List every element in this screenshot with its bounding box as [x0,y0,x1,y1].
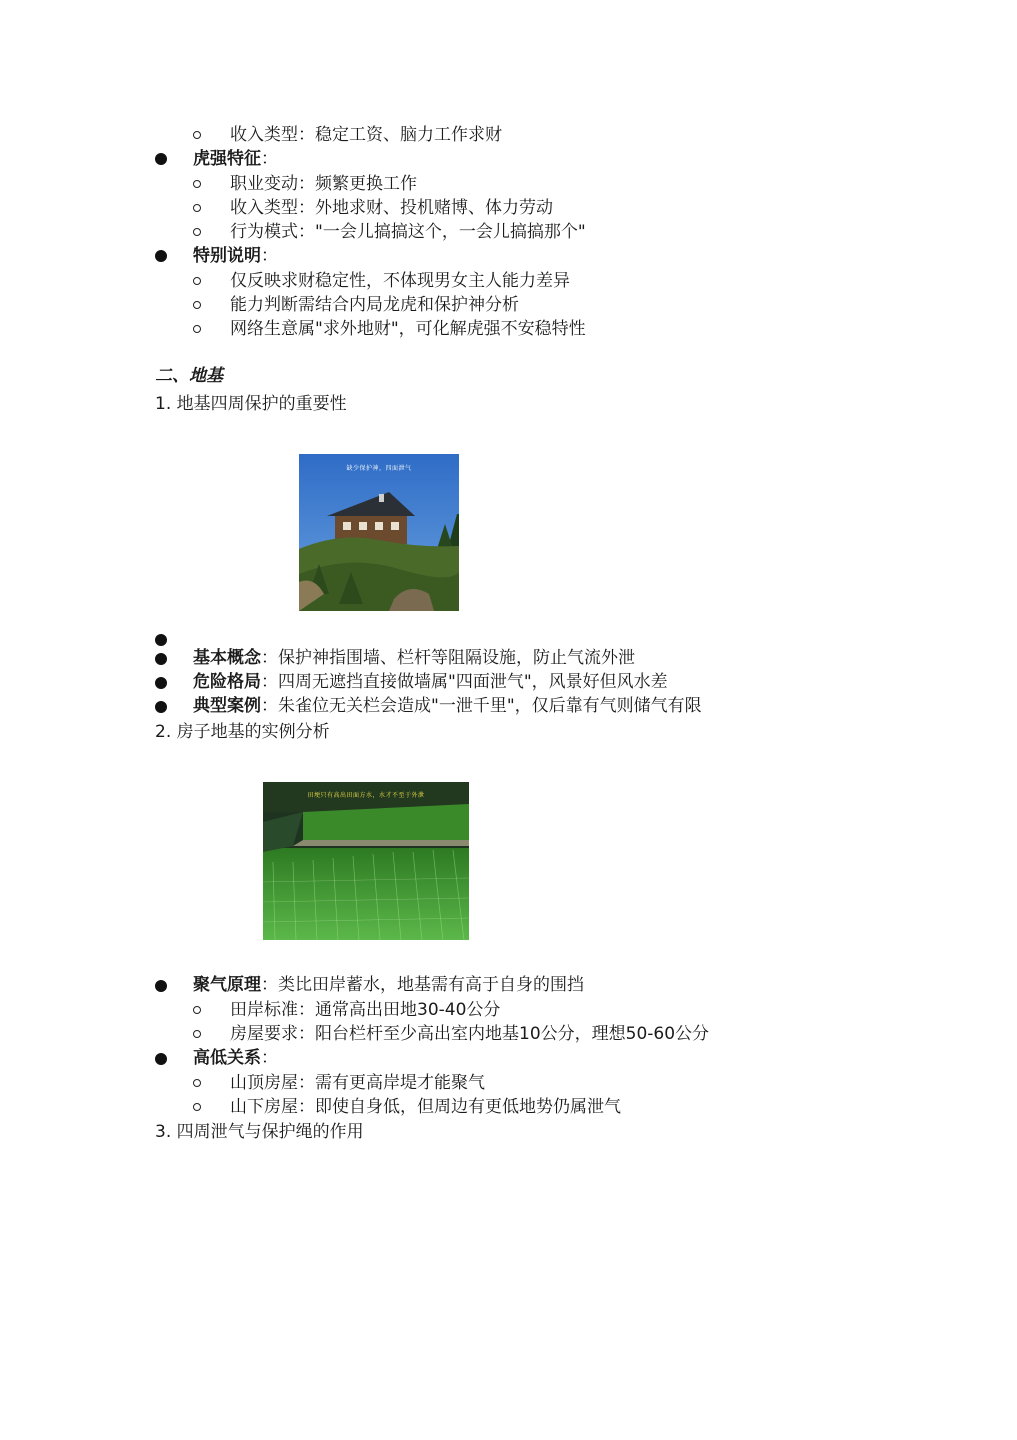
bullet-dot [155,677,167,689]
rice-field-caption: 田埂只有高出田面方水，水才不至于外泄 [307,792,425,799]
special-3: 网络生意属"求外地财"，可化解虎强不安稳特性 [230,319,586,339]
bullet-circle [193,1006,201,1014]
basic-concept-text: ：保护神指围墙、栏杆等阻隔设施，防止气流外泄 [261,648,635,668]
bullet-dot [155,701,167,713]
special-heading: 特别说明 [193,246,261,266]
special-heading-line [193,245,278,267]
height-relation-label: 高低关系 [193,1048,261,1068]
sub3-title: 3. 四周泄气与保护绳的作用 [155,1122,364,1142]
qi-principle-label: 聚气原理 [193,975,261,995]
bullet-dot [155,153,167,165]
tiger-colon: ： [261,149,278,169]
bullet-circle [193,228,201,236]
income-type-1: 收入类型：稳定工资、脑力工作求财 [230,125,502,145]
qi-principle-line [193,974,584,996]
hilltop-house: 山顶房屋：需有更高岸堤才能聚气 [230,1073,485,1093]
special-1: 仅反映求财稳定性，不体现男女主人能力差异 [230,271,570,291]
danger-pattern-label: 危险格局 [193,672,261,692]
bullet-dot [155,980,167,992]
house-illustration [299,454,459,611]
behavior-mode: 行为模式："一会儿搞搞这个，一会儿搞搞那个" [230,222,586,242]
qi-principle-text: ：类比田岸蓄水，地基需有高于自身的围挡 [261,975,584,995]
house-photo [299,454,459,611]
foothill-house: 山下房屋：即使自身低，但周边有更低地势仍属泄气 [230,1097,621,1117]
house-caption: 缺少保护神，四面泄气 [346,465,412,472]
bullet-circle [193,301,201,309]
field-standard: 田岸标准：通常高出田地30-40公分 [230,1000,501,1020]
height-relation-line [193,1047,278,1069]
typical-case-line [193,695,702,717]
rice-field-photo [263,782,469,940]
bullet-dot [155,250,167,262]
bullet-circle [193,1030,201,1038]
career-change: 职业变动：频繁更换工作 [230,174,417,194]
bullet-dot [155,1053,167,1065]
bullet-dot [155,653,167,665]
typical-case-label: 典型案例 [193,696,261,716]
tiger-heading-line [193,148,278,170]
height-relation-colon: ： [261,1048,278,1068]
danger-pattern-text: ：四周无遮挡直接做墙属"四面泄气"，风景好但风水差 [261,672,668,692]
income-type-2: 收入类型：外地求财、投机赌博、体力劳动 [230,198,553,218]
bullet-circle [193,325,201,333]
typical-case-text: ：朱雀位无关栏会造成"一泄千里"，仅后靠有气则储气有限 [261,696,702,716]
bullet-circle [193,204,201,212]
bullet-circle [193,1079,201,1087]
sub2-title: 2. 房子地基的实例分析 [155,722,330,742]
bullet-dot [155,634,167,646]
bullet-circle [193,180,201,188]
bullet-circle [193,131,201,139]
bullet-circle [193,277,201,285]
sub1-title: 1. 地基四周保护的重要性 [155,394,347,414]
danger-pattern-line [193,671,668,693]
basic-concept-label: 基本概念 [193,648,261,668]
section-title: 二、地基 [155,366,223,386]
house-requirement: 房屋要求：阳台栏杆至少高出室内地基10公分，理想50-60公分 [230,1024,710,1044]
basic-concept-line [193,647,635,669]
special-2: 能力判断需结合内局龙虎和保护神分析 [230,295,519,315]
special-colon: ： [261,246,278,266]
bullet-circle [193,1103,201,1111]
rice-field-illustration [263,782,469,940]
tiger-heading: 虎强特征 [193,149,261,169]
